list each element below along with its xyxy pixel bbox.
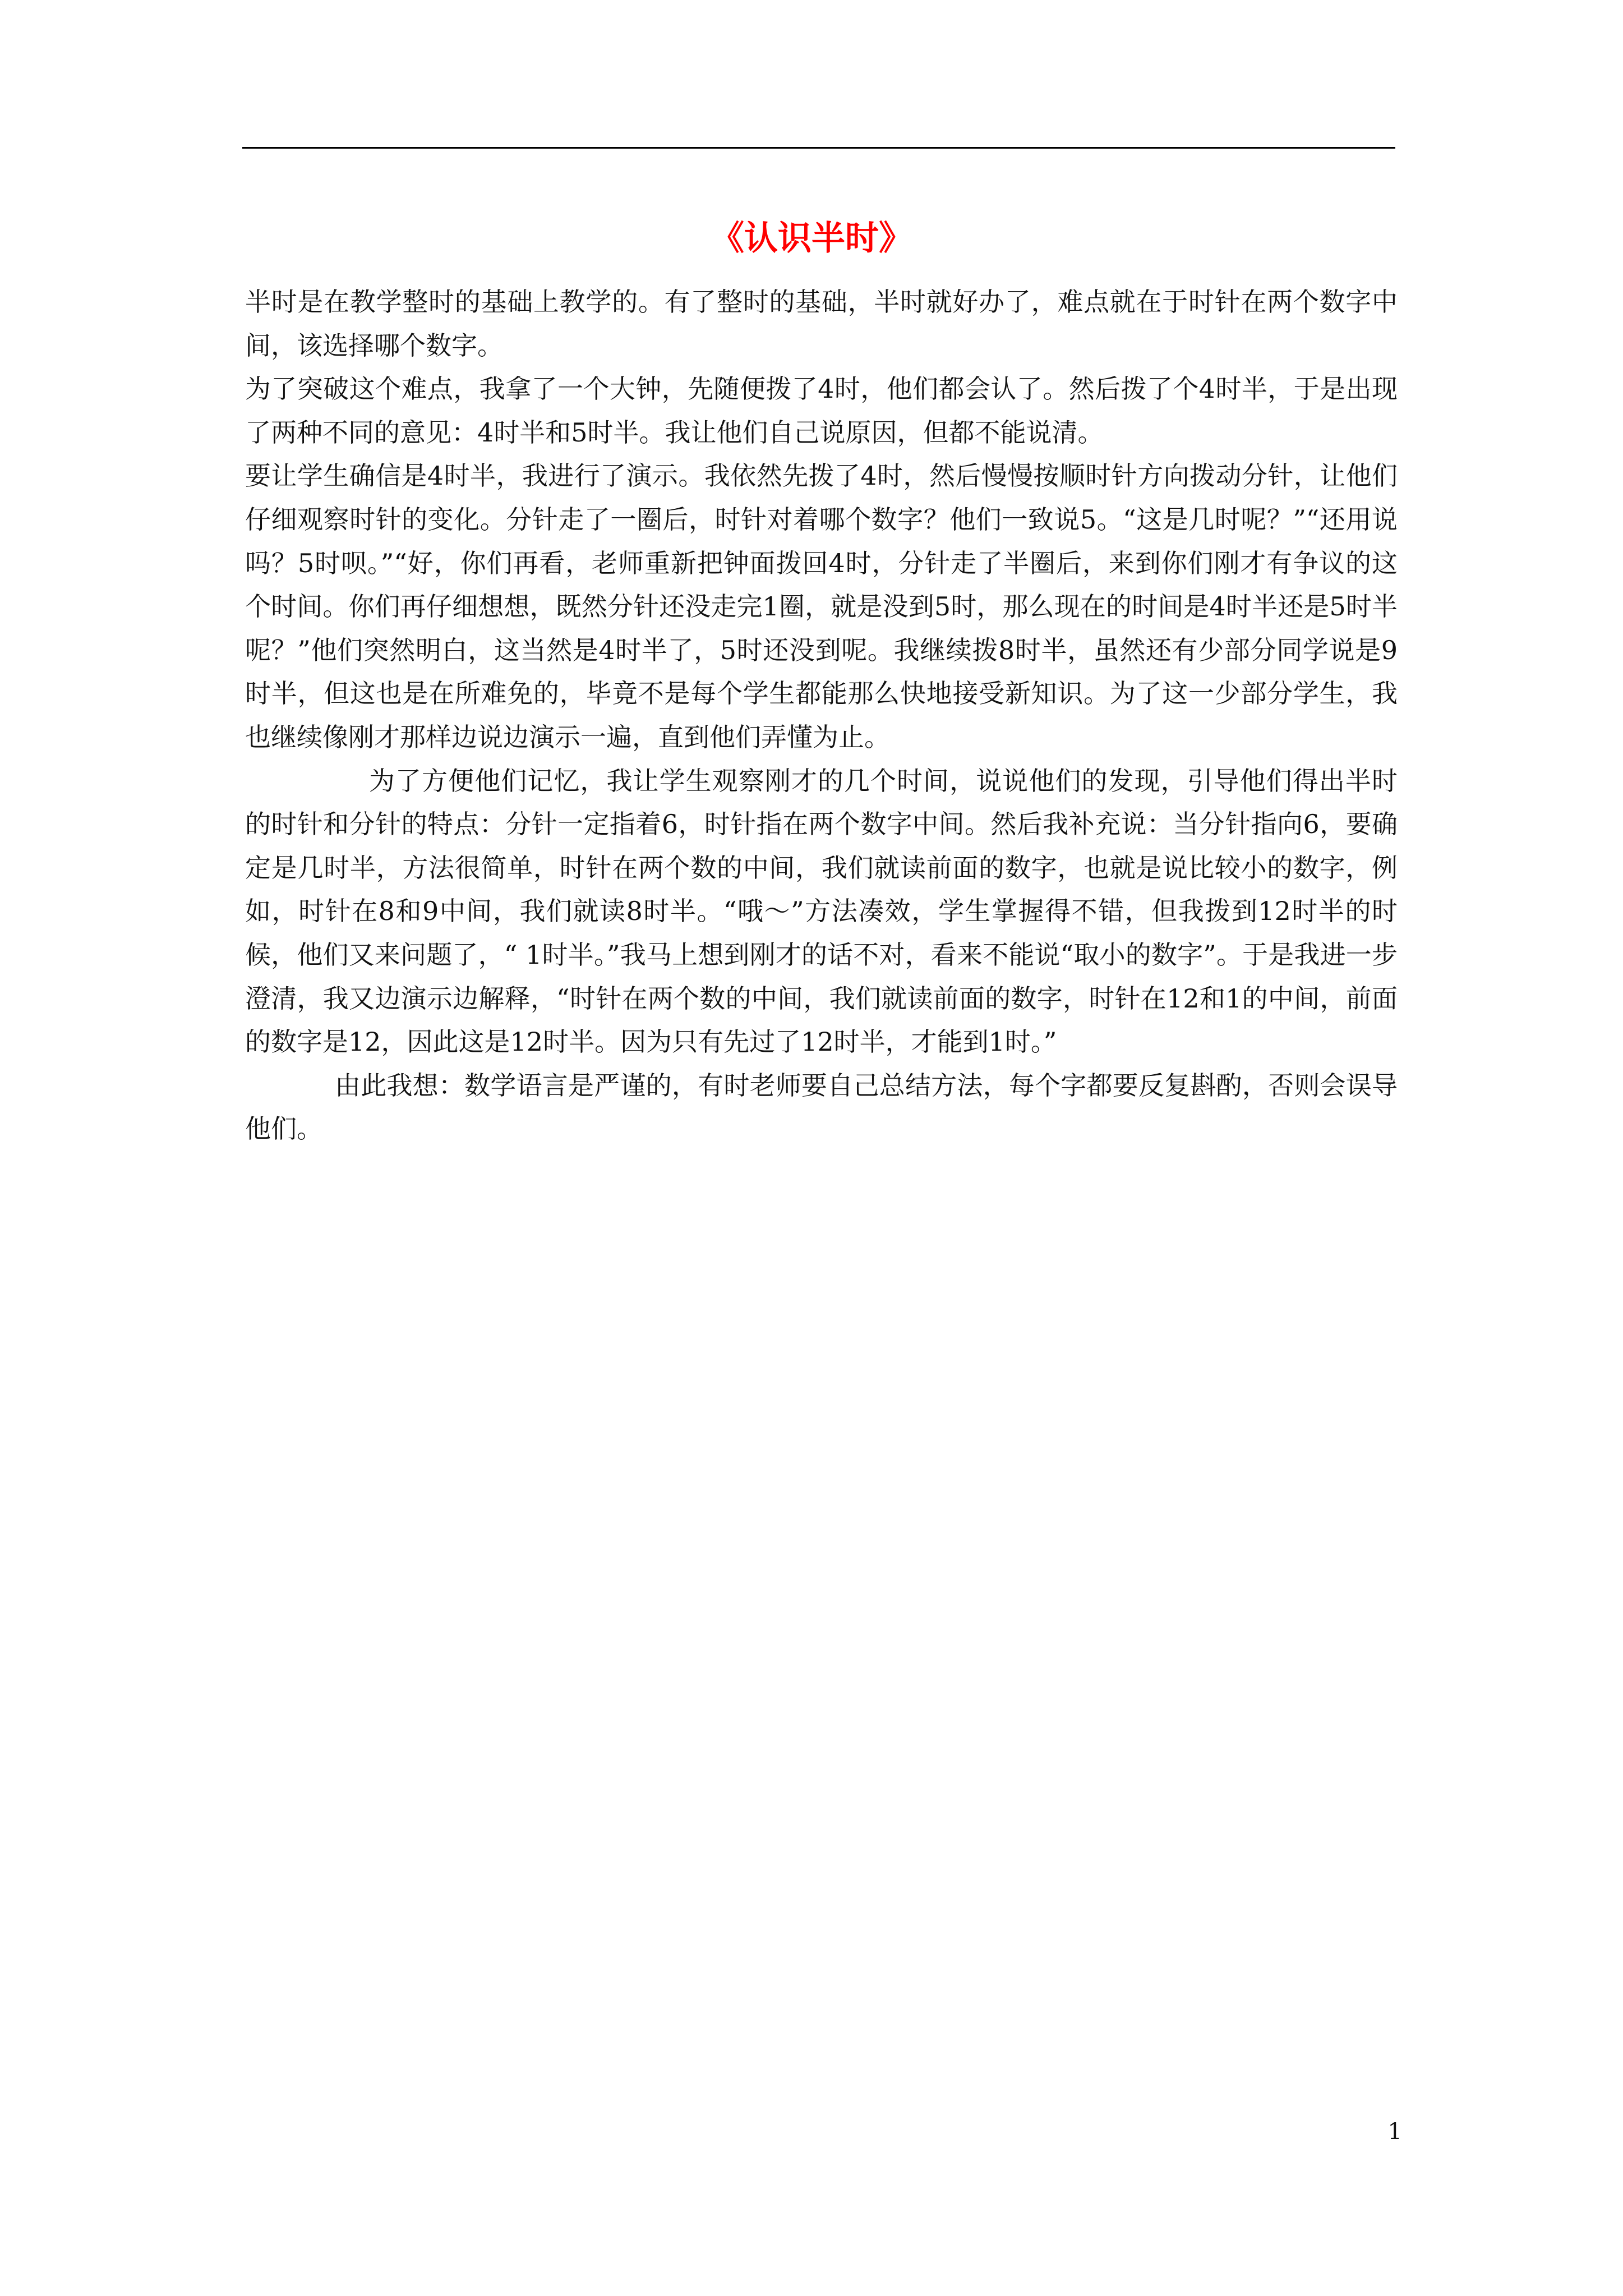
paragraph-1: 半时是在教学整时的基础上教学的。有了整时的基础，半时就好办了，难点就在于时针在两个数字中间，该选择哪个数字。 xyxy=(245,287,1398,361)
paragraph-5: 由此我想：数学语言是严谨的，有时老师要自己总结方法，每个字都要反复斟酌，否则会误导他们。 xyxy=(245,1070,1398,1144)
paragraph-4: 为了方便他们记忆，我让学生观察刚才的几个时间，说说他们的发现，引导他们得出半时的时针和分针的特点：分针一定指着6，时针指在两个数字中间。然后我补充说：当分针指向6，要确定是几时半，方法很简单，时针在两个数的中间，我们就读前面的数字，也就是说比较小的数字，例如，时针在8和9中间，我们就读8时半。“哦～”方法凑效，学生掌握得不错，但我拨到12时半的时候，他们又来问题了，“ 1时半。”我马上想到刚才的话不对，看来不能说“取小的数字”。于是我进一步澄清，我又边演示边解释，“时针在两个数的中间，我们就读前面的数字，时针在12和1的中间，前面的数字是12，因此这是12时半。因为只有先过了12时半，才能到1时。” xyxy=(245,765,1398,1057)
paragraph-2: 为了突破这个难点，我拿了一个大钟，先随便拨了4时，他们都会认了。然后拨了个4时半，于是出现了两种不同的意见：4时半和5时半。我让他们自己说原因，但都不能说清。 xyxy=(245,374,1398,448)
page-number: 1 xyxy=(1387,2119,1402,2145)
header-rule xyxy=(242,147,1395,149)
document-title: 《认识半时》 xyxy=(711,219,912,258)
document-body xyxy=(245,280,1398,1151)
paragraph-3: 要让学生确信是4时半，我进行了演示。我依然先拨了4时，然后慢慢按顺时针方向拨动分针，让他们仔细观察时针的变化。分针走了一圈后，时针对着哪个数字？他们一致说5。“这是几时呢？”“还用说吗？5时呗。”“好，你们再看，老师重新把钟面拨回4时，分针走了半圈后，来到你们刚才有争议的这个时间。你们再仔细想想，既然分针还没走完1圈，就是没到5时，那么现在的时间是4时半还是5时半呢？”他们突然明白，这当然是4时半了，5时还没到呢。我继续拨8时半，虽然还有少部分同学说是9时半，但这也是在所难免的，毕竟不是每个学生都能那么快地接受新知识。为了这一少部分学生，我也继续像刚才那样边说边演示一遍，直到他们弄懂为止。 xyxy=(245,461,1398,752)
